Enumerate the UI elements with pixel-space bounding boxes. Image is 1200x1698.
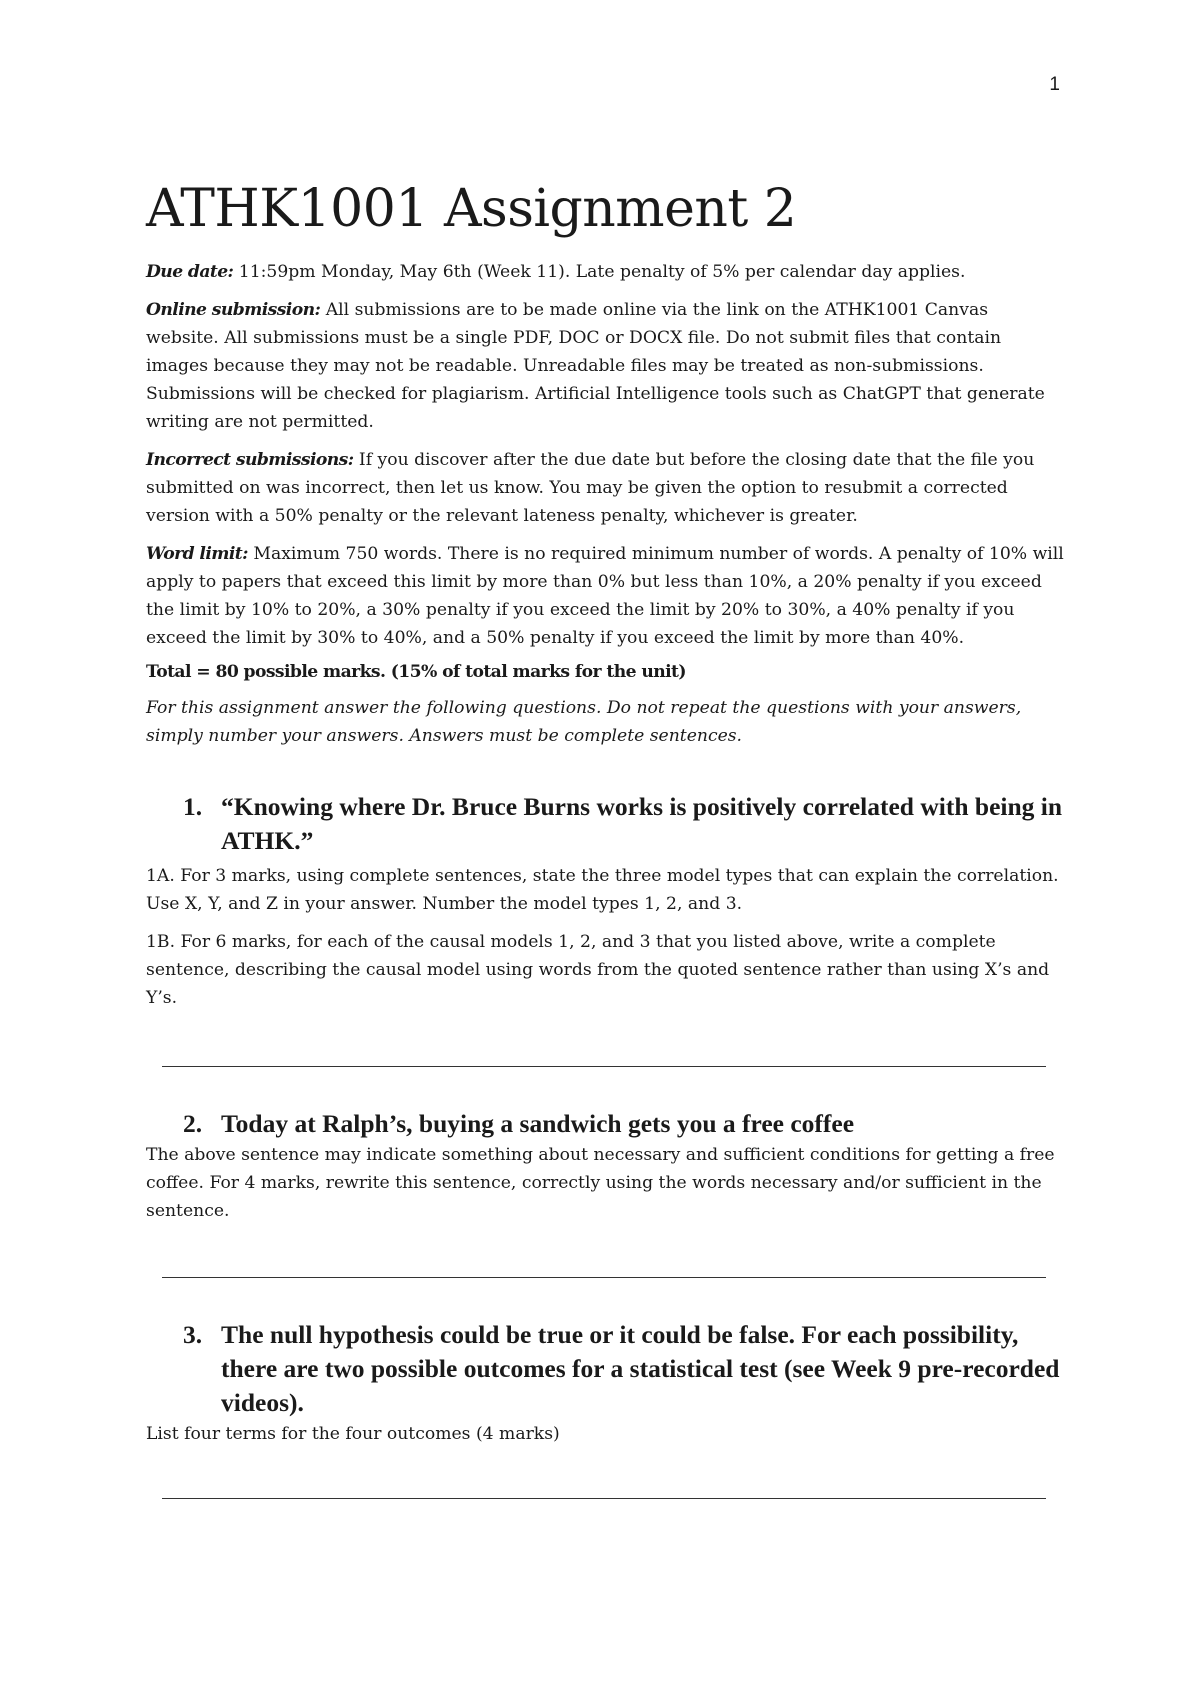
word-limit-paragraph bbox=[146, 540, 1066, 652]
online-submission-label: Online submission: bbox=[146, 299, 321, 320]
incorrect-submissions-text: If you discover after the due date but before the closing date that the file you submitted on was incorrect, then let us know. You may be given the option to resubmit a corrected version with a 50% penalty or the relevant lateness penalty, whichever is greater. bbox=[146, 449, 1035, 526]
instructions: For this assignment answer the following questions. Do not repeat the questions with your answers, simply number your answers. Answers must be complete sentences. bbox=[146, 697, 1022, 746]
incorrect-submissions-label: Incorrect submissions: bbox=[146, 449, 354, 470]
question-2-text: Today at Ralph’s, buying a sandwich gets you a free coffee bbox=[221, 1108, 855, 1138]
question-3-body: List four terms for the four outcomes (4 marks) bbox=[146, 1423, 560, 1444]
due-date-text: 11:59pm Monday, May 6th (Week 11). Late penalty of 5% per calendar day applies. bbox=[233, 261, 966, 282]
question-1b: 1B. For 6 marks, for each of the causal models 1, 2, and 3 that you listed above, write a complete sentence, describing the causal model using words from the quoted sentence rather than using X’s and Y’s. bbox=[146, 931, 1050, 1008]
total-marks: Total = 80 possible marks. (15% of total marks for the unit) bbox=[146, 661, 686, 682]
separator-line bbox=[162, 1498, 1046, 1499]
online-submission-text: All submissions are to be made online via the link on the ATHK1001 Canvas website. All submissions must be a single PDF, DOC or DOCX file. Do not submit files that contain images because they may not be readable. Unreadable files may be treated as non-submissions. Submissions will be checked for plagiarism. Artificial Intelligence tools such as ChatGPT that generate writing are not permitted. bbox=[146, 299, 1045, 432]
question-1a: 1A. For 3 marks, using complete sentences, state the three model types that can explain the correlation. Use X, Y, and Z in your answer. Number the model types 1, 2, and 3. bbox=[146, 865, 1059, 914]
document-title: ATHK1001 Assignment 2 bbox=[146, 179, 797, 239]
incorrect-submissions-paragraph bbox=[146, 446, 1066, 530]
question-3-number: 3. bbox=[183, 1319, 203, 1349]
question-2-number: 2. bbox=[183, 1108, 203, 1138]
question-1-text: “Knowing where Dr. Bruce Burns works is positively correlated with being in ATHK.” bbox=[221, 791, 1063, 855]
question-1-heading bbox=[146, 790, 1066, 858]
document-body bbox=[146, 180, 1066, 1499]
word-limit-label: Word limit: bbox=[146, 543, 248, 564]
question-2-heading bbox=[146, 1107, 1066, 1141]
page-number: 1 bbox=[1049, 74, 1060, 95]
question-3-heading bbox=[146, 1318, 1066, 1420]
question-3-text: The null hypothesis could be true or it could be false. For each possibility, there are two possible outcomes for a statistical test (see Week 9 pre-recorded videos). bbox=[221, 1319, 1060, 1417]
question-1-number: 1. bbox=[183, 791, 203, 821]
due-date-label: Due date: bbox=[146, 261, 234, 282]
word-limit-text: Maximum 750 words. There is no required minimum number of words. A penalty of 10% will apply to papers that exceed this limit by more than 0% but less than 10%, a 20% penalty if you exceed the limit by 10% to 20%, a 30% penalty if you exceed the limit by 20% to 30%, a 40% penalty if you exceed the limit by 30% to 40%, and a 50% penalty if you exceed the limit by more than 40%. bbox=[146, 543, 1064, 648]
online-submission-paragraph bbox=[146, 296, 1066, 436]
due-date-paragraph bbox=[146, 258, 1066, 286]
question-2-body: The above sentence may indicate something about necessary and sufficient conditions for getting a free coffee. For 4 marks, rewrite this sentence, correctly using the words necessary and/or sufficient in the sentence. bbox=[146, 1144, 1055, 1221]
